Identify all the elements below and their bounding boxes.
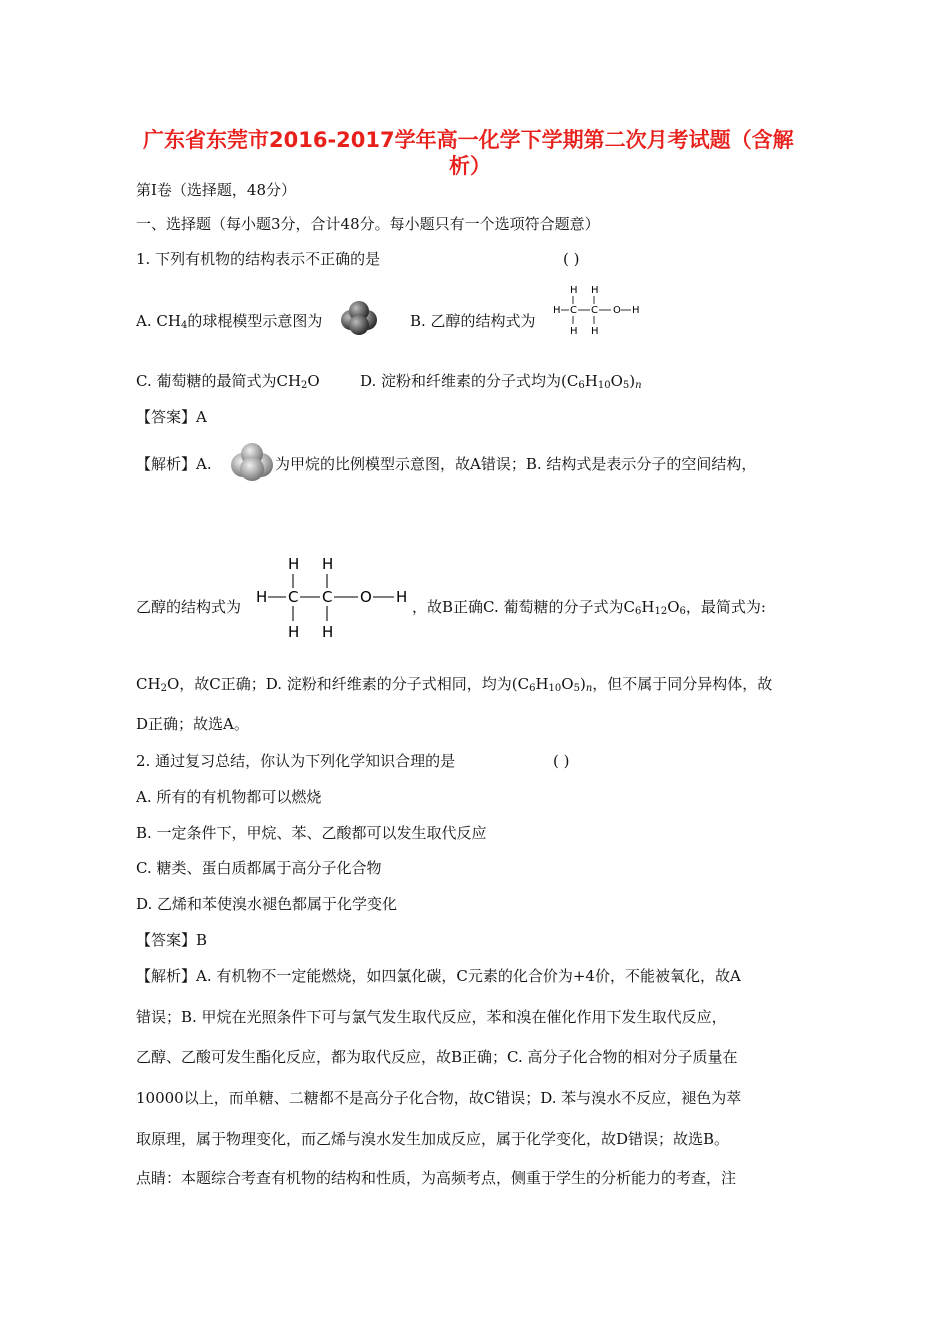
q2-comment: 点睛：本题综合考查有机物的结构和性质，为高频考点，侧重于学生的分析能力的考查，注	[136, 1169, 737, 1187]
q1-explanation-line2-pre: 乙醇的结构式为	[136, 598, 242, 616]
section-instruction: 一、选择题（每小题3分，合计48分。每小题只有一个选项符合题意）	[136, 215, 600, 233]
q1-explanation-label: 【解析】A.	[136, 455, 212, 473]
q2-option-c: C. 糖类、蛋白质都属于高分子化合物	[136, 859, 382, 877]
q1-option-b: B. 乙醇的结构式为	[410, 312, 536, 330]
svg-text:C: C	[322, 588, 333, 606]
q1-option-c: C. 葡萄糖的最简式为$CH_2O$	[136, 372, 320, 391]
q1-option-a: A. $CH_4$的球棍模型示意图为	[136, 312, 323, 331]
page-title-line2: 析）	[449, 154, 491, 178]
svg-text:H: H	[322, 555, 334, 573]
svg-text:C: C	[591, 305, 598, 316]
q2-explanation-line3: 乙醇、乙酸可发生酯化反应，都为取代反应，故B正确；C. 高分子化合物的相对分子质量在	[136, 1048, 738, 1066]
svg-text:C: C	[288, 588, 299, 606]
q1-answer: 【答案】A	[136, 408, 207, 426]
q2-explanation-line5: 取原理，属于物理变化，而乙烯与溴水发生加成反应，属于化学变化，故D错误；故选B。	[136, 1130, 730, 1148]
svg-text:C: C	[570, 305, 577, 316]
q1-explanation-line1: 为甲烷的比例模型示意图，故A错误；B. 结构式是表示分子的空间结构，	[275, 455, 757, 473]
methane-space-filling-model-image	[229, 441, 275, 483]
q2-stem: 2. 通过复习总结，你认为下列化学知识合理的是	[136, 752, 456, 770]
ethanol-structure-large	[254, 553, 414, 643]
ethanol-structure-small	[551, 282, 643, 340]
svg-text:H: H	[591, 326, 599, 337]
q1-explanation-line2-post: ，故B正确C. 葡萄糖的分子式为$C_6H_{12}O_6$，最简式为:	[412, 598, 766, 617]
methane-ball-model-image	[339, 300, 379, 336]
svg-text:H: H	[570, 285, 578, 296]
q2-option-d: D. 乙烯和苯使溴水褪色都属于化学变化	[136, 895, 398, 913]
svg-text:H: H	[288, 623, 300, 641]
q2-answer-paren: ( )	[553, 752, 570, 770]
svg-text:H: H	[256, 588, 268, 606]
svg-text:H: H	[632, 305, 640, 316]
q1-explanation-line4: D正确；故选A。	[136, 715, 249, 733]
svg-text:H: H	[396, 588, 408, 606]
q2-explanation-line1: 【解析】A. 有机物不一定能燃烧，如四氯化碳，C元素的化合价为+4价，不能被氧化，故A	[136, 967, 741, 985]
q2-explanation-line2: 错误；B. 甲烷在光照条件下可与氯气发生取代反应，苯和溴在催化作用下发生取代反应，	[136, 1008, 727, 1026]
svg-text:H: H	[570, 326, 578, 337]
page-title-line1: 广东省东莞市2016-2017学年高一化学下学期第二次月考试题（含解	[143, 128, 794, 152]
q1-answer-paren: ( )	[563, 250, 580, 268]
svg-text:H: H	[288, 555, 300, 573]
q2-option-b: B. 一定条件下，甲烷、苯、乙酸都可以发生取代反应	[136, 824, 487, 842]
svg-text:O: O	[613, 305, 621, 316]
svg-text:H: H	[553, 305, 561, 316]
q2-answer: 【答案】B	[136, 931, 208, 949]
q1-explanation-line3: $CH_2O$，故C正确；D. 淀粉和纤维素的分子式相同，均为$(C_6H_{10}O_5)_n$，但不属于同分异构体，故	[136, 675, 773, 694]
svg-text:H: H	[322, 623, 334, 641]
q2-option-a: A. 所有的有机物都可以燃烧	[136, 788, 322, 806]
svg-text:O: O	[360, 588, 372, 606]
section-heading: 第Ⅰ卷（选择题，48分）	[136, 181, 297, 199]
q1-option-d: D. 淀粉和纤维素的分子式均为$(C_6H_{10}O_5)_n$	[360, 372, 642, 391]
q2-explanation-line4: 10000以上，而单糖、二糖都不是高分子化合物，故C错误；D. 苯与溴水不反应，褪色为萃	[136, 1089, 742, 1107]
svg-text:H: H	[591, 285, 599, 296]
q1-stem: 1. 下列有机物的结构表示不正确的是	[136, 250, 381, 268]
